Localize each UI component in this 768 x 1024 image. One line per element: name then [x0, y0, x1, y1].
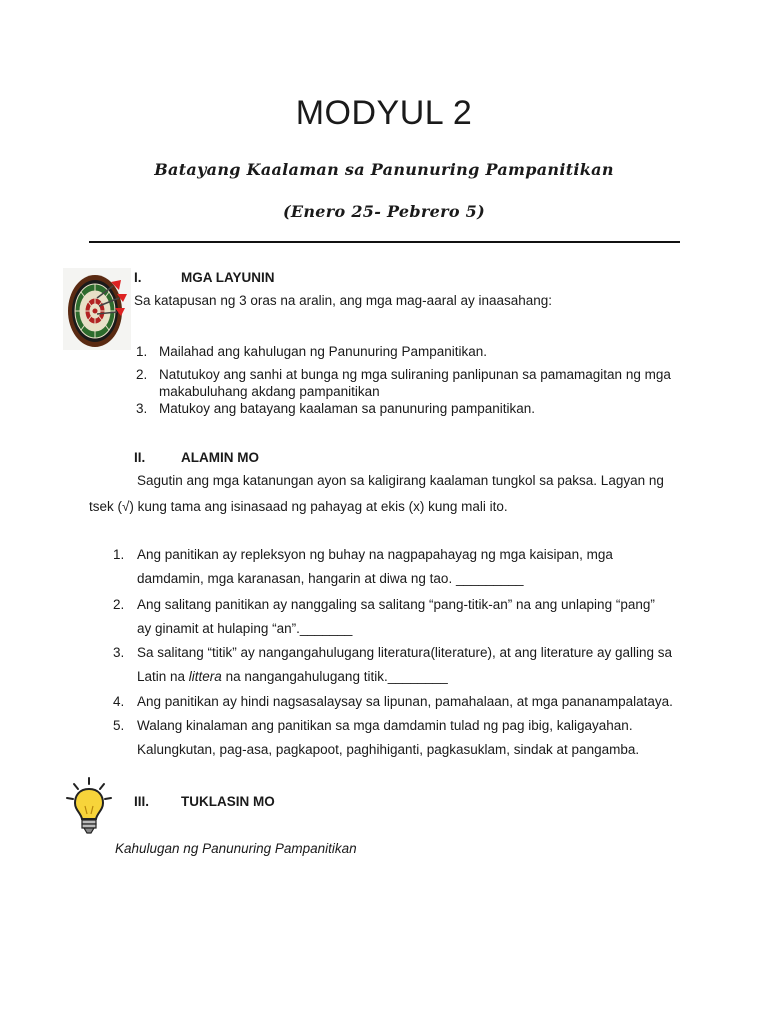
section-number: III. [134, 794, 150, 809]
question-item [113, 641, 677, 689]
question-text: Walang kinalaman ang panitikan sa mga damdamin tulad ng pag ibig, kaligayahan. [137, 718, 633, 733]
section-title: MGA LAYUNIN [181, 270, 275, 285]
list-number: 3. [136, 401, 148, 416]
question-text: na nangangahulugang titik.________ [221, 669, 448, 684]
section-subheading: Kahulugan ng Panunuring Pampanitikan [115, 841, 357, 856]
question-number: 2. [113, 597, 125, 612]
question-item [113, 593, 677, 641]
section-title: ALAMIN MO [181, 450, 259, 465]
question-text: ay ginamit at hulaping “an”._______ [137, 621, 353, 636]
emphasis-word: littera [188, 669, 222, 684]
question-item [113, 690, 693, 714]
lightbulb-icon [64, 776, 114, 838]
question-text: damdamin, mga karanasan, hangarin at diwa ng tao. _________ [137, 571, 524, 586]
list-text: Natutukoy ang sanhi at bunga ng mga suliraning panlipunan sa pamamagitan ng mga [159, 367, 671, 382]
list-number: 2. [136, 367, 148, 382]
question-text-line [137, 665, 677, 689]
page-title: MODYUL 2 [295, 94, 473, 132]
question-number: 4. [113, 694, 125, 709]
section-number: II. [134, 450, 146, 465]
question-item [113, 714, 677, 762]
question-number: 1. [113, 547, 125, 562]
question-text: Ang panitikan ay hindi nagsasalaysay sa lipunan, pamahalaan, at mga pananampalataya. [137, 694, 673, 709]
question-item [113, 543, 677, 591]
question-text: Sa salitang “titik” ay nangangahulugang literatura(literature), at ang literature ay galling sa [137, 645, 673, 660]
header-divider [89, 241, 680, 243]
section-intro: tsek (√) kung tama ang isinasaad ng pahayag at ekis (x) kung mali ito. [89, 499, 508, 514]
question-text: Ang salitang panitikan ay nanggaling sa salitang “pang-titik-an” na ang unlaping “pang” [137, 597, 655, 612]
page-subtitle: Batayang Kaalaman sa Panunuring Pampanitikan [154, 160, 614, 179]
question-text: Ang panitikan ay repleksyon ng buhay na nagpapahayag ng mga kaisipan, mga [137, 547, 613, 562]
question-text: Kalungkutan, pag-asa, pagkapoot, paghihiganti, pagkasuklam, sindak at pangamba. [137, 742, 640, 757]
list-number: 1. [136, 344, 148, 359]
question-text: Latin na [137, 669, 189, 684]
list-text: makabuluhang akdang pampanitikan [159, 384, 380, 399]
section-number: I. [134, 270, 142, 285]
section-intro: Sa katapusan ng 3 oras na aralin, ang mga mag-aaral ay inaasahang: [134, 293, 553, 308]
question-number: 5. [113, 718, 125, 733]
section-intro: Sagutin ang mga katanungan ayon sa kaligirang kaalaman tungkol sa paksa. Lagyan ng [137, 473, 664, 488]
question-number: 3. [113, 645, 125, 660]
dartboard-icon [63, 268, 131, 350]
section-title: TUKLASIN MO [181, 794, 275, 809]
list-text: Matukoy ang batayang kaalaman sa panunuring pampanitikan. [159, 401, 536, 416]
date-range: (Enero 25- Pebrero 5) [283, 202, 485, 221]
list-text: Mailahad ang kahulugan ng Panunuring Pampanitikan. [159, 344, 487, 359]
